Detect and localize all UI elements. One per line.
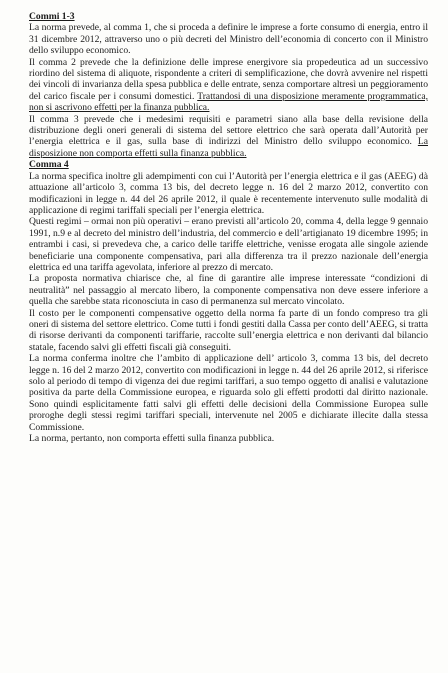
paragraph (29, 273, 428, 307)
document-body (29, 11, 428, 444)
underlined-note: La disposizione non comporta effetti sulla finanza pubblica. (29, 136, 428, 159)
paragraph-text: La norma prevede, al comma 1, che si proceda a definire le imprese a forte consumo di energia, entro il 31 dicembre 2012, attraverso uno o più decreti del Ministro dell’economia di concerto con il Ministro dello sviluppo economico. (29, 22, 428, 57)
paragraph-text: La norma conferma inoltre che l’ambito di applicazione dell’ articolo 3, comma 13 bis, del decreto legge n. 16 del 2 marzo 2012, convertito con modificazioni in legge n. 44 del 26 aprile 2012, si riferisce solo al periodo di tempo di vigenza dei due regimi tariffari, a suo tempo oggetto di analisi e valutazione positiva da parte della Commissione europea, e riguarda solo gli effetti prodotti dal diritto nazionale. Sono quindi esplicitamente fatti salvi gli effetti delle decisioni della Commissione Europea sulle proroghe degli stessi regimi tariffari speciali, intervenute nel 2005 e dichiarate illecite dalla stessa Commissione. (29, 353, 428, 433)
section-heading: Commi 1-3 (29, 11, 75, 22)
paragraph-text: Il costo per le componenti compensative oggetto della norma fa parte di un fondo compreso tra gli oneri di sistema del settore elettrico. Come tutti i fondi gestiti dalla Cassa per conto dell’AEEG, si tratta di risorse derivanti da componenti tariffarie, raccolte sull’energia elettrica e non derivanti dal bilancio statale, facendo salvi gli effetti fiscali già conseguiti. (29, 307, 428, 353)
paragraph-text: La norma, pertanto, non comporta effetti sulla finanza pubblica. (29, 433, 275, 445)
section-commi-1-3 (29, 11, 428, 159)
paragraph (29, 308, 428, 354)
paragraph-text: Questi regimi – ormai non più operativi – erano previsti all’articolo 20, comma 4, della legge 9 gennaio 1991, n.9 e al decreto del ministro dell’industria, del commercio e dell’artigianato 19 dicembre 1995; in entrambi i casi, si prevedeva che, a carico delle tariffe elettriche, venisse erogata alle singole aziende beneficiarie una componente compensativa, pari alla differenza tra il prezzo nazionale dell’energia elettrica ed una tariffa agevolata, inferiore al prezzo di mercato. (29, 216, 428, 273)
paragraph (29, 433, 428, 444)
paragraph-text: La proposta normativa chiarisce che, al fine di garantire alle imprese interessate “condizioni di neutralità” nel passaggio al mercato libero, la componente compensativa non deve essere inferiore a quella che sarebbe stata riconosciuta in caso di permanenza sul mercato vincolato. (29, 273, 428, 308)
underlined-note: Trattandosi di una disposizione meramente programmatica, non si ascrivono effetti per la finanza pubblica. (29, 90, 428, 114)
paragraph-text: Il comma 3 prevede che i medesimi requisiti e parametri siano alla base della revisione della distribuzione degli oneri generali di sistema del settore elettrico che sarà operata dall’Autorità per l’energia elettrica e il gas, sulla base di indirizzi del Ministro dello sviluppo economico. (29, 113, 428, 148)
paragraph-text: La norma specifica inoltre gli adempimenti con cui l’Autorità per l’energia elettrica e il gas (AEEG) dà attuazione all’articolo 3, comma 13 bis, del decreto legge n. 16 del 2 marzo 2012, convertito con modificazioni in legge n. 44 del 26 aprile 2012, il quale è recentemente intervenuto sulle modalità di applicazione di regimi tariffali speciali per l’energia elettrica. (29, 170, 428, 216)
paragraph-text: Il comma 2 prevede che la definizione delle imprese energivore sia propedeutica ad un successivo riordino del sistema di aliquote, rispondente a criteri di semplificazione, che dovrà avvenire nel rispetti dei vincoli di invarianza della spesa pubblica e delle entrate, senza comportare altresì un peggioramento del carico fiscale per i consumi domestici. (29, 56, 428, 102)
paragraph (29, 171, 428, 217)
section-heading: Comma 4 (29, 159, 69, 171)
paragraph (29, 114, 428, 160)
paragraph (29, 353, 428, 433)
section-comma-4 (29, 159, 428, 444)
paragraph (29, 216, 428, 273)
paragraph (29, 57, 428, 114)
paragraph (29, 22, 428, 56)
